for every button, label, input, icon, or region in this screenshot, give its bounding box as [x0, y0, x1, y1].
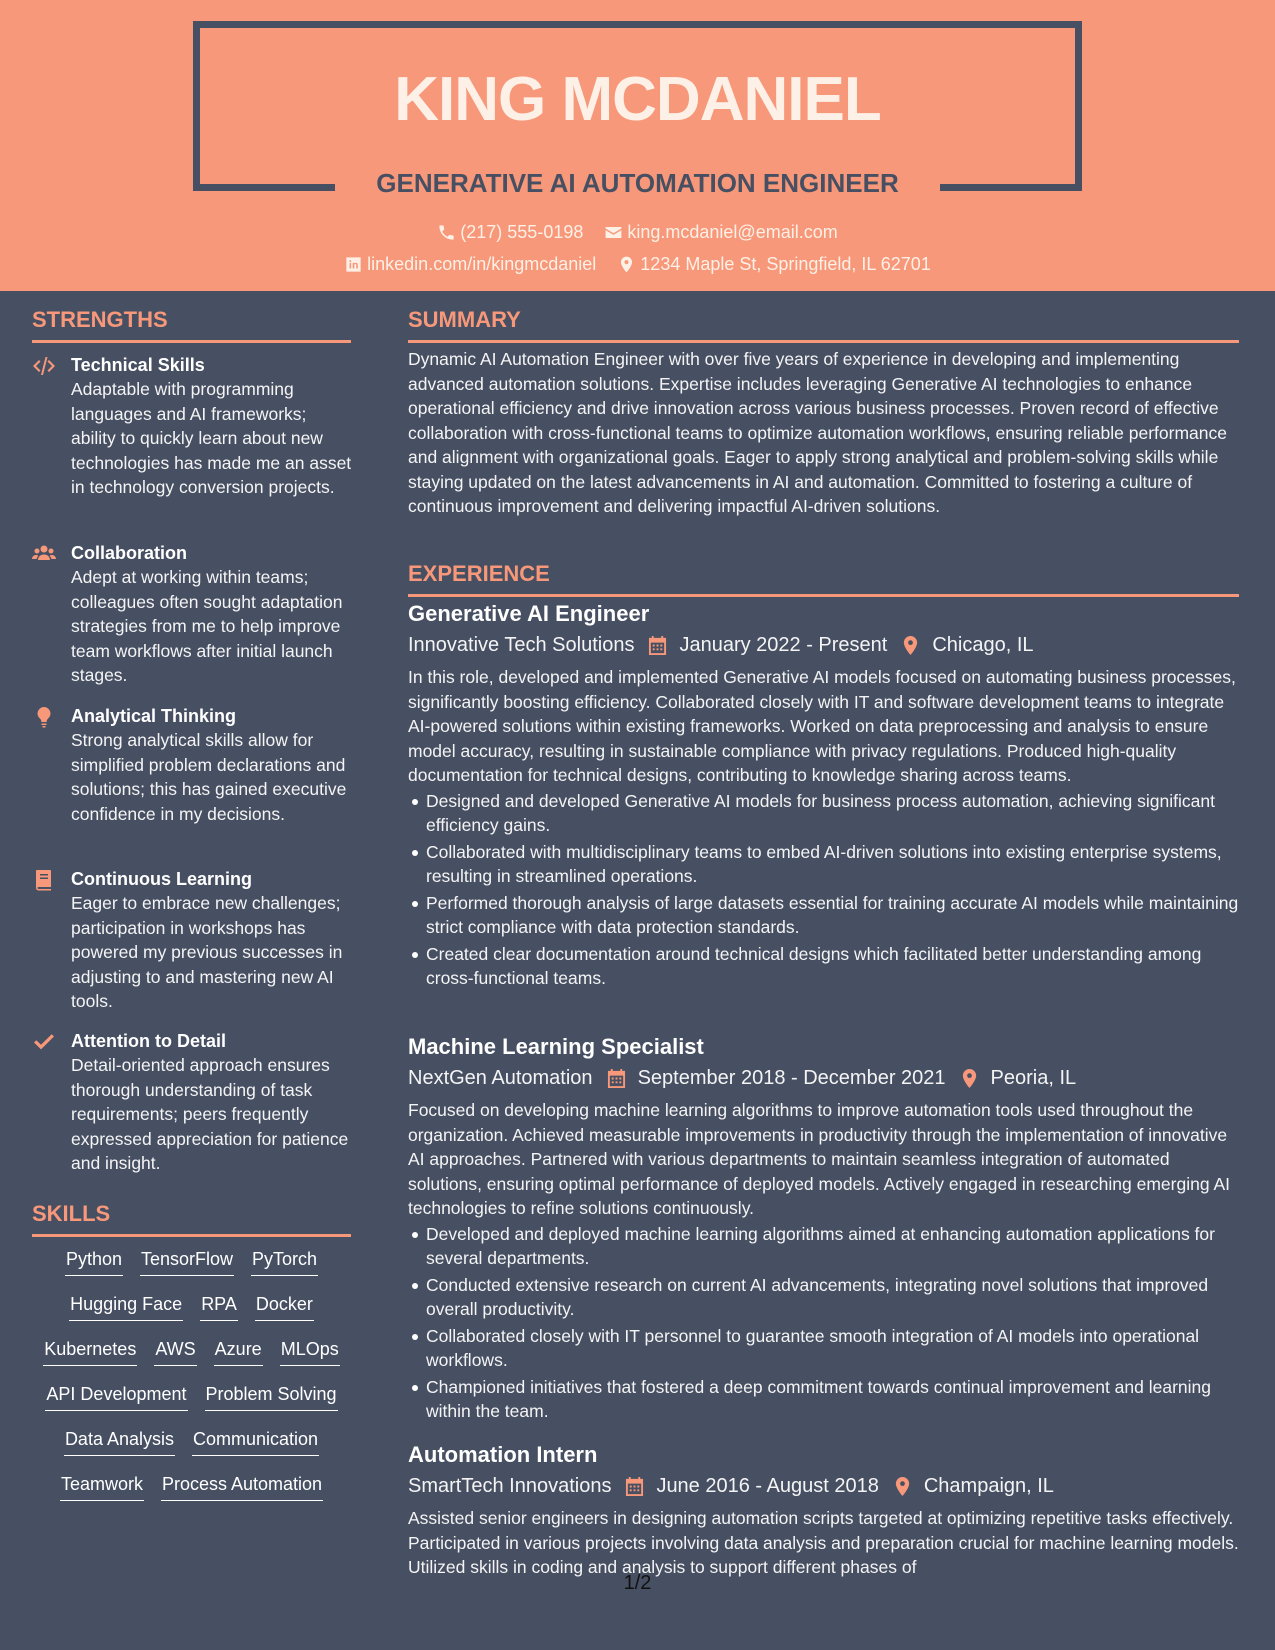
- skill-tag: RPA: [200, 1292, 238, 1321]
- strength-desc: Strong analytical skills allow for simplified problem declarations and solutions; this has gained executive confidence in my decisions.: [71, 730, 347, 824]
- skills-list: [32, 1247, 351, 1517]
- map-pin-icon: [901, 635, 920, 656]
- skill-tag: API Development: [45, 1382, 187, 1411]
- envelope-icon: [604, 223, 623, 242]
- skill-tag: Kubernetes: [43, 1337, 137, 1366]
- phone-text: (217) 555-0198: [460, 222, 584, 242]
- candidate-name: KING MCDANIEL: [394, 65, 881, 134]
- strength-title: Attention to Detail: [71, 1031, 226, 1051]
- skill-tag: Python: [65, 1247, 123, 1276]
- skills-heading: SKILLS: [32, 1200, 351, 1237]
- skill-tag: Hugging Face: [69, 1292, 183, 1321]
- summary-text: Dynamic AI Automation Engineer with over five years of experience in developing and implementing advanced automation solutions. Expertise includes leveraging Generative AI technologies to enhance operational efficiency and drive innovation across various business processes. Proven record of effective collaboration with cross-functional teams to optimize automation workflows, ensuring reliable performance and alignment with organizational goals. Eager to apply strong analytical and problem-solving skills while staying updated on the latest advancements in AI and automation. Committed to fostering a culture of continuous improvement and delivering impactful AI-driven solutions.: [408, 349, 1227, 516]
- linkedin-text: linkedin.com/in/kingmcdaniel: [367, 254, 597, 274]
- phone-icon: [437, 223, 456, 242]
- list-item: Designed and developed Generative AI models for business process automation, achieving significant efficiency gains.: [426, 789, 1240, 838]
- email-text: king.mcdaniel@email.com: [627, 222, 838, 242]
- list-item: Developed and deployed machine learning algorithms aimed at enhancing automation applications for several departments.: [426, 1222, 1240, 1271]
- job-entry-title: Automation Intern: [408, 1442, 598, 1467]
- contact-row-2: [0, 252, 1275, 280]
- list-item: Championed initiatives that fostered a deep commitment towards continual improvement and learning within the team.: [426, 1375, 1240, 1424]
- job-location: Champaign, IL: [923, 1475, 1054, 1497]
- job-entry: [408, 1032, 1240, 1426]
- list-item: Conducted extensive research on current AI advancements, integrating novel solutions that improved overall productivity.: [426, 1273, 1240, 1322]
- map-pin-icon: [893, 1476, 912, 1497]
- job-entry-title: Generative AI Engineer: [408, 601, 650, 626]
- strengths-heading: STRENGTHS: [32, 306, 351, 343]
- summary-heading: SUMMARY: [408, 306, 1239, 343]
- strength-desc: Adaptable with programming languages and AI frameworks; ability to quickly learn about new technologies has made me an asset in technology conversion projects.: [71, 379, 352, 497]
- skills-row: [32, 1472, 351, 1517]
- job-entry: [408, 599, 1240, 993]
- address-contact: [617, 252, 931, 276]
- list-item: Collaborated with multidisciplinary teams to embed AI-driven solutions into existing enterprise systems, resulting in streamlined operations.: [426, 840, 1240, 889]
- job-meta: [408, 1471, 1240, 1501]
- skill-tag: Teamwork: [60, 1472, 144, 1501]
- job-entry: [408, 1440, 1240, 1580]
- calendar-icon: [625, 1476, 644, 1497]
- company-name: SmartTech Innovations: [408, 1475, 612, 1497]
- strength-item: [32, 353, 352, 500]
- job-meta: [408, 630, 1240, 660]
- job-bullets: [408, 789, 1240, 991]
- job-description: Assisted senior engineers in designing automation scripts targeted at optimizing repetitive tasks effectively. Participated in various projects involving data analysis and preparation crucial for machine learning models. Utilized skills in coding and analysis to support different phases of: [408, 1508, 1239, 1577]
- skill-tag: PyTorch: [251, 1247, 318, 1276]
- skill-tag: Docker: [255, 1292, 314, 1321]
- skills-row: [32, 1427, 351, 1472]
- check-icon: [32, 1031, 56, 1053]
- calendar-icon: [607, 1068, 626, 1089]
- job-dates: January 2022 - Present: [679, 634, 888, 656]
- skill-tag: Process Automation: [161, 1472, 323, 1501]
- skills-row: [32, 1337, 351, 1382]
- email-contact[interactable]: [604, 220, 837, 244]
- list-item: Performed thorough analysis of large datasets essential for training accurate AI models while maintaining strict compliance with data protection standards.: [426, 891, 1240, 940]
- strength-title: Analytical Thinking: [71, 706, 237, 726]
- skills-row: [32, 1292, 351, 1337]
- job-dates: June 2016 - August 2018: [656, 1475, 879, 1497]
- job-location: Chicago, IL: [932, 634, 1034, 656]
- skill-tag: TensorFlow: [140, 1247, 234, 1276]
- job-title: GENERATIVE AI AUTOMATION ENGINEER: [376, 168, 899, 198]
- strength-item: [32, 867, 352, 1014]
- job-description: In this role, developed and implemented Generative AI models focused on automating business processes, significantly boosting efficiency. Collaborated closely with IT and software development teams to integrate AI-powered solutions within existing frameworks. Worked on data preprocessing and analysis to ensure model accuracy, resulting in sustainable compliance with privacy regulations. Produced high-quality documentation for technical designs, contributing to knowledge sharing across teams.: [408, 667, 1236, 785]
- list-item: Collaborated closely with IT personnel to guarantee smooth integration of AI models into operational workflows.: [426, 1324, 1240, 1373]
- map-pin-icon: [960, 1068, 979, 1089]
- code-icon: [32, 355, 56, 377]
- skill-tag: MLOps: [280, 1337, 340, 1366]
- skill-tag: Communication: [192, 1427, 319, 1456]
- list-item: Created clear documentation around technical designs which facilitated better understanding among cross-functional teams.: [426, 942, 1240, 991]
- linkedin-contact[interactable]: [344, 252, 596, 276]
- strength-item: [32, 704, 352, 826]
- strength-title: Continuous Learning: [71, 869, 252, 889]
- book-icon: [32, 869, 56, 891]
- calendar-icon: [648, 635, 667, 656]
- job-entry-title: Machine Learning Specialist: [408, 1034, 704, 1059]
- strength-desc: Adept at working within teams; colleagues often sought adaptation strategies from me to help improve team workflows after initial launch stages.: [71, 567, 343, 685]
- users-icon: [32, 543, 56, 565]
- job-dates: September 2018 - December 2021: [637, 1067, 946, 1089]
- skill-tag: Data Analysis: [64, 1427, 175, 1456]
- skill-tag: AWS: [154, 1337, 196, 1366]
- strength-item: [32, 541, 352, 688]
- linkedin-icon: [344, 255, 363, 274]
- strength-title: Technical Skills: [71, 355, 205, 375]
- job-bullets: [408, 1222, 1240, 1424]
- skills-row: [32, 1247, 351, 1292]
- skill-tag: Problem Solving: [205, 1382, 338, 1411]
- job-meta: [408, 1063, 1240, 1093]
- company-name: Innovative Tech Solutions: [408, 634, 635, 656]
- map-pin-icon: [617, 255, 636, 274]
- job-location: Peoria, IL: [990, 1067, 1077, 1089]
- lightbulb-icon: [32, 706, 56, 728]
- skills-row: [32, 1382, 351, 1427]
- address-text: 1234 Maple St, Springfield, IL 62701: [640, 254, 931, 274]
- strength-desc: Eager to embrace new challenges; participation in workshops has powered my previous successes in adjusting to and mastering new AI tools.: [71, 893, 343, 1011]
- strength-desc: Detail-oriented approach ensures thorough understanding of task requirements; peers frequently expressed appreciation for patience and insight.: [71, 1055, 349, 1173]
- strength-title: Collaboration: [71, 543, 187, 563]
- company-name: NextGen Automation: [408, 1067, 593, 1089]
- page-number: 1/2: [623, 1572, 652, 1594]
- phone-contact[interactable]: [437, 220, 583, 244]
- skill-tag: Azure: [214, 1337, 263, 1366]
- job-description: Focused on developing machine learning algorithms to improve automation tools used throughout the organization. Achieved measurable improvements in productivity through the implementation of innovative AI approaches. Partnered with various departments to maintain seamless integration of automated solutions, ensuring optimal performance of deployed models. Actively engaged in researching emerging AI technologies to refine solutions continuously.: [408, 1100, 1231, 1218]
- strength-item: [32, 1029, 352, 1176]
- experience-heading: EXPERIENCE: [408, 560, 1239, 597]
- contact-row-1: [0, 220, 1275, 248]
